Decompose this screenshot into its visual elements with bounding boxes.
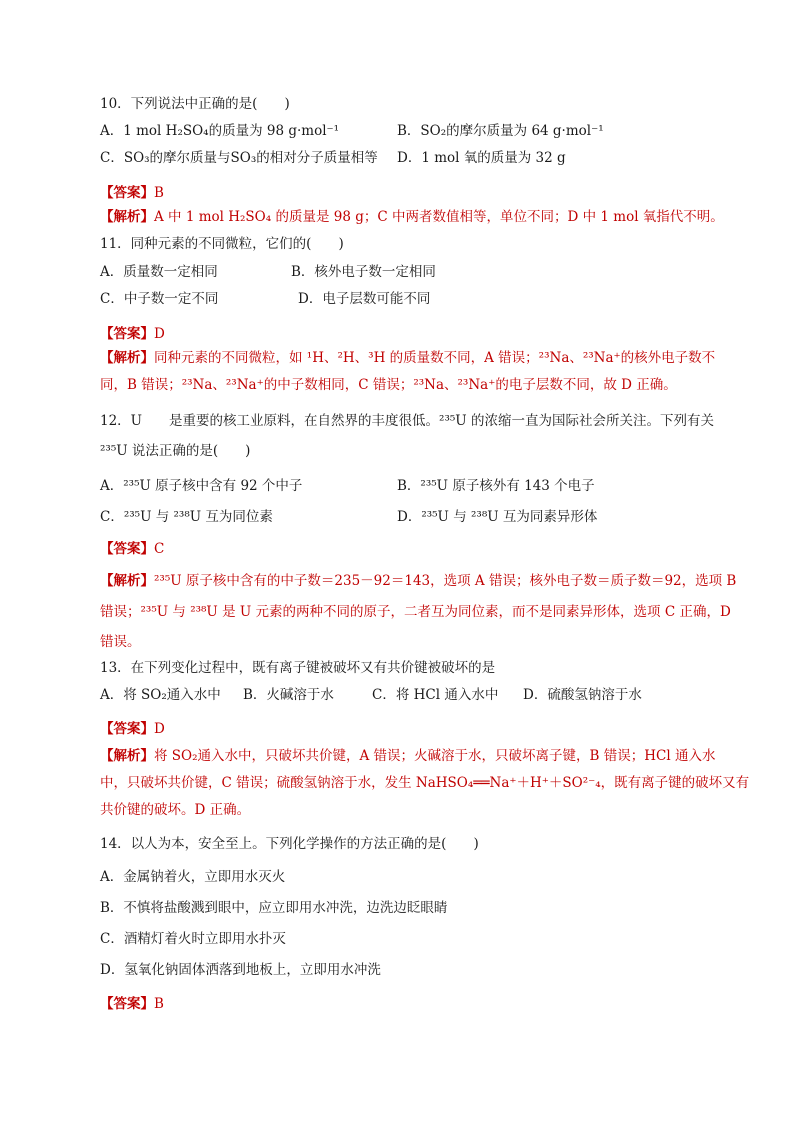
q13-stem: 13．在下列变化过程中，既有离子键被破坏又有共价键被破坏的是 xyxy=(100,660,496,676)
explanation-text: 同种元素的不同微粒，如 ¹H、²H、³H 的质量数不同，A 错误；²³Na、²³Na⁺的核外电子数不 xyxy=(154,350,716,366)
answer-value: D xyxy=(154,326,165,342)
answer-tag: 【答案】 xyxy=(100,721,154,737)
explanation-text: ²³⁵U 原子核中含有的中子数＝235－92＝143，选项 A 错误；核外电子数＝质子数＝92，选项 B xyxy=(154,573,737,589)
q11-explanation-line2: 同，B 错误；²³Na、²³Na⁺的中子数相同，C 错误；²³Na、²³Na⁺的电子层数不同，故 D 正确。 xyxy=(100,377,677,393)
answer-tag: 【答案】 xyxy=(100,326,154,342)
explanation-tag: 【解析】 xyxy=(100,350,154,366)
q14-option-a: A．金属钠着火，立即用水灭火 xyxy=(100,869,286,885)
answer-tag: 【答案】 xyxy=(100,185,154,201)
answer-value: C xyxy=(154,541,165,557)
q10-option-d: D．1 mol 氧的质量为 32 g xyxy=(397,150,566,166)
answer-value: D xyxy=(154,721,165,737)
q12-option-a: A．²³⁵U 原子核中含有 92 个中子 xyxy=(100,478,303,494)
answer-value: B xyxy=(154,185,164,201)
q14-option-c: C．酒精灯着火时立即用水扑灭 xyxy=(100,931,286,947)
q13-option-d: D．硫酸氢钠溶于水 xyxy=(523,687,642,703)
q12-explanation-line3: 错误。 xyxy=(100,634,141,650)
q14-stem: 14．以人为本，安全至上。下列化学操作的方法正确的是( ) xyxy=(100,836,479,852)
q12-answer xyxy=(100,539,164,559)
q12-option-b: B．²³⁵U 原子核外有 143 个电子 xyxy=(397,478,595,494)
q11-option-a: A．质量数一定相同 xyxy=(100,264,218,280)
explanation-text: A 中 1 mol H₂SO₄ 的质量是 98 g；C 中两者数值相等，单位不同；D 中 1 mol 氧指代不明。 xyxy=(154,209,724,225)
q13-explanation-line1 xyxy=(100,746,715,766)
explanation-tag: 【解析】 xyxy=(100,209,154,225)
q10-answer xyxy=(100,183,164,203)
q13-explanation-line2: 中，只破坏共价键，C 错误；硫酸氢钠溶于水，发生 NaHSO₄══Na⁺＋H⁺＋SO²⁻₄，既有离子键的破坏又有 xyxy=(100,775,750,791)
q13-option-b: B．火碱溶于水 xyxy=(243,687,334,703)
q11-stem: 11．同种元素的不同微粒，它们的( ) xyxy=(100,236,344,252)
q11-option-c: C．中子数一定不同 xyxy=(100,291,219,307)
q12-stem-line2: ²³⁵U 说法正确的是( ) xyxy=(100,443,251,459)
q13-explanation-line3: 共价键的破坏。D 正确。 xyxy=(100,802,251,818)
q12-explanation-line1 xyxy=(100,571,736,591)
q10-option-b: B．SO₂的摩尔质量为 64 g·mol⁻¹ xyxy=(397,123,604,139)
q12-option-d: D．²³⁵U 与 ²³⁸U 互为同素异形体 xyxy=(397,509,598,525)
answer-tag: 【答案】 xyxy=(100,996,154,1012)
q14-option-b: B．不慎将盐酸溅到眼中，应立即用水冲洗，边洗边眨眼睛 xyxy=(100,900,448,916)
explanation-tag: 【解析】 xyxy=(100,748,154,764)
q14-answer xyxy=(100,994,164,1014)
answer-value: B xyxy=(154,996,164,1012)
explanation-text: 将 SO₂通入水中，只破坏共价键，A 错误；火碱溶于水，只破坏离子键，B 错误；HCl 通入水 xyxy=(154,748,716,764)
q12-option-c: C．²³⁵U 与 ²³⁸U 互为同位素 xyxy=(100,509,273,525)
q10-option-a: A．1 mol H₂SO₄的质量为 98 g·mol⁻¹ xyxy=(100,123,340,139)
q13-option-c: C．将 HCl 通入水中 xyxy=(372,687,499,703)
q11-explanation-line1 xyxy=(100,348,715,368)
q11-option-b: B．核外电子数一定相同 xyxy=(291,264,436,280)
q13-option-a: A．将 SO₂通入水中 xyxy=(100,687,221,703)
answer-tag: 【答案】 xyxy=(100,541,154,557)
explanation-tag: 【解析】 xyxy=(100,573,154,589)
q11-option-d: D．电子层数可能不同 xyxy=(298,291,431,307)
q10-option-c: C．SO₃的摩尔质量与SO₃的相对分子质量相等 xyxy=(100,150,378,166)
q13-answer xyxy=(100,719,165,739)
q11-answer xyxy=(100,324,165,344)
q12-explanation-line2: 错误；²³⁵U 与 ²³⁸U 是 U 元素的两种不同的原子，二者互为同位素，而不是同素异形体，选项 C 正确，D xyxy=(100,604,731,620)
q12-stem-line1: 12．U 是重要的核工业原料，在自然界的丰度很低。²³⁵U 的浓缩一直为国际社会所关注。下列有关 xyxy=(100,413,714,429)
q10-explanation xyxy=(100,207,724,227)
q10-stem: 10．下列说法中正确的是( ) xyxy=(100,96,290,112)
q14-option-d: D．氢氧化钠固体洒落到地板上，立即用水冲洗 xyxy=(100,962,381,978)
